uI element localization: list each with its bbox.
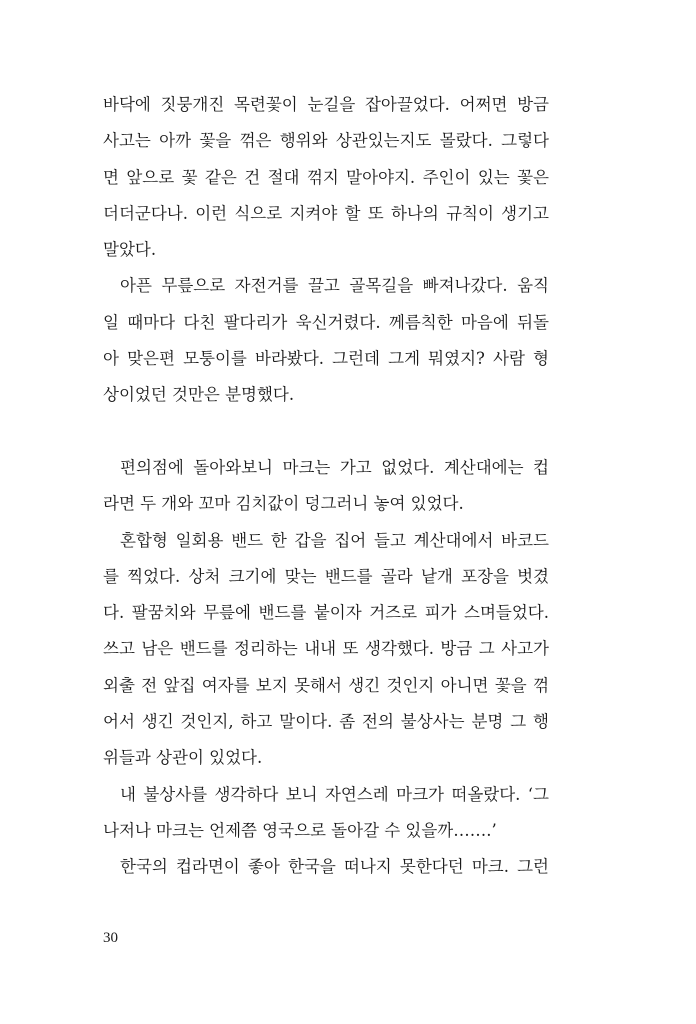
text-line: 일 때마다 다친 팔다리가 욱신거렸다. 께름칙한 마음에 뒤돌 <box>103 312 549 332</box>
text-line: 한국의 컵라면이 좋아 한국을 떠나지 못한다던 마크. 그런 <box>120 857 549 877</box>
text-line: 다. 팔꿈치와 무릎에 밴드를 붙이자 거즈로 피가 스며들었다. <box>103 603 549 623</box>
text-line: 어서 생긴 것인지, 하고 말이다. 좀 전의 불상사는 분명 그 행 <box>103 712 549 732</box>
text-line: 면 앞으로 꽃 같은 건 절대 꺾지 말아야지. 주인이 있는 꽃은 <box>103 167 549 187</box>
text-line: 아 맞은편 모퉁이를 바라봤다. 그런데 그게 뭐였지? 사람 형 <box>103 349 549 369</box>
page-number: 30 <box>103 930 118 946</box>
text-line: 편의점에 돌아와보니 마크는 가고 없었다. 계산대에는 컵 <box>120 457 549 477</box>
text-line: 아픈 무릎으로 자전거를 끌고 골목길을 빠져나갔다. 움직 <box>120 276 549 296</box>
text-line: 바닥에 짓뭉개진 목련꽃이 눈길을 잡아끌었다. 어쩌면 방금 <box>103 95 549 114</box>
text-line: 외출 전 앞집 여자를 보지 못해서 생긴 것인지 아니면 꽃을 꺾 <box>103 675 549 695</box>
text-line: 내 불상사를 생각하다 보니 자연스레 마크가 떠올랐다. ‘그 <box>120 784 549 804</box>
text-line: 나저나 마크는 언제쯤 영국으로 돌아갈 수 있을까…….’ <box>103 820 497 840</box>
text-line: 쓰고 남은 밴드를 정리하는 내내 또 생각했다. 방금 그 사고가 <box>103 639 549 659</box>
text-line: 위들과 상관이 있었다. <box>103 748 263 768</box>
body-text <box>103 87 549 886</box>
text-line: 더더군다나. 이런 식으로 지켜야 할 또 하나의 규칙이 생기고 <box>103 203 549 223</box>
text-line: 라면 두 개와 꼬마 김치값이 덩그러니 놓여 있었다. <box>103 494 464 514</box>
text-line: 사고는 아까 꽃을 꺾은 행위와 상관있는지도 몰랐다. 그렇다 <box>103 131 549 151</box>
text-line: 상이었던 것만은 분명했다. <box>103 385 295 405</box>
text-line: 혼합형 일회용 밴드 한 갑을 집어 들고 계산대에서 바코드 <box>120 530 549 550</box>
text-line: 를 찍었다. 상처 크기에 맞는 밴드를 골라 낱개 포장을 벗겼 <box>103 566 549 586</box>
blank-line <box>103 414 549 450</box>
text-line: 말았다. <box>103 240 157 260</box>
